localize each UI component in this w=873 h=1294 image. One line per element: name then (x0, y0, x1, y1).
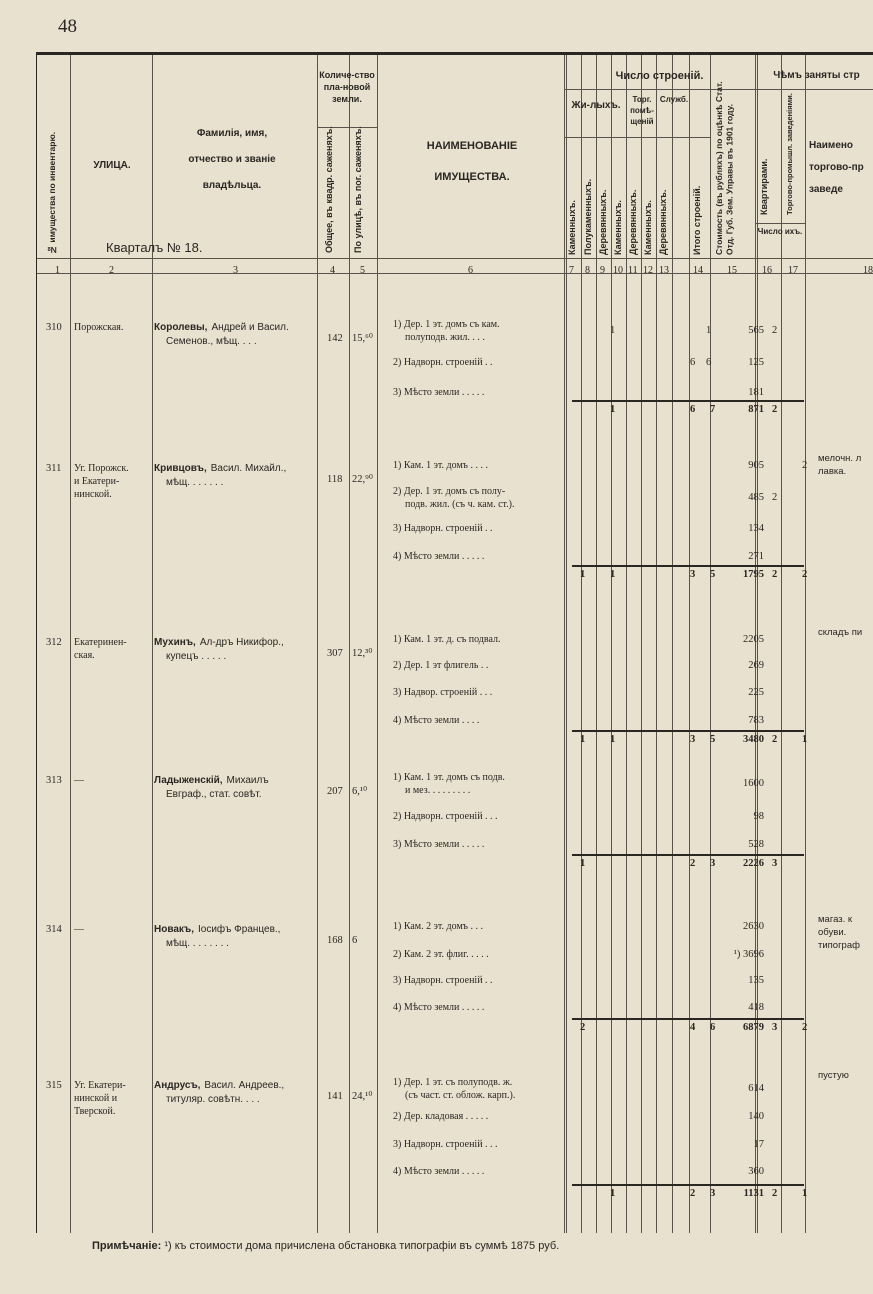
property-value: 134 (748, 523, 764, 534)
colno: 8 (585, 265, 590, 276)
land-front: 22,⁹⁰ (352, 474, 373, 485)
header-property: НАИМЕНОВАНІЕ ИМУЩЕСТВА. (426, 140, 518, 183)
property-item: 1) Кам. 2 эт. домъ . . . (393, 921, 483, 932)
owner-surname: Новакъ, (154, 924, 194, 935)
subtotal-count: 3 (690, 569, 696, 580)
street-name: Тверской. (74, 1106, 116, 1117)
owner-name (154, 636, 284, 649)
subtotal-count: 2 (580, 1022, 586, 1033)
header-front: По улицѣ, въ пог. саженяхъ. (353, 126, 363, 253)
header-c10: Каменныхъ. (613, 200, 623, 255)
subtotal-rule (572, 854, 804, 856)
subtotal-value: 3480 (743, 734, 764, 745)
property-value: 225 (748, 687, 764, 698)
colno: 10 (613, 265, 623, 276)
footnote-label: Примѣчаніе: (92, 1240, 162, 1252)
owner-name (154, 923, 280, 936)
subtotal-count: 3 (710, 858, 716, 869)
property-value: 905 (748, 460, 764, 471)
property-value: 2630 (743, 921, 764, 932)
subtotal-count: 1 (802, 1188, 808, 1199)
property-item-cont: и мез. . . . . . . . . (405, 785, 471, 796)
property-value: 485 (748, 492, 764, 503)
subtotal-count: 1 (580, 858, 586, 869)
property-item: 4) Мѣсто земли . . . . (393, 715, 480, 726)
subtotal-count: 2 (772, 404, 778, 415)
land-area: 141 (327, 1091, 343, 1102)
property-number: 314 (46, 924, 62, 935)
owner-title: Евграф., стат. совѣт. (166, 789, 262, 800)
street-name: нинской и (74, 1093, 118, 1104)
property-item: 1) Дер. 1 эт. съ полуподв. ж. (393, 1077, 513, 1088)
subtotal-count: 2 (802, 1022, 808, 1033)
property-item: 3) Мѣсто земли . . . . . (393, 839, 485, 850)
subtotal-rule (572, 730, 804, 732)
header-inventory-no: № имущества по инвентарю. (47, 131, 57, 255)
owner-given: Іосифъ Францев., (197, 924, 281, 935)
subtotal-count: 3 (772, 1022, 778, 1033)
colno: 13 (659, 265, 669, 276)
header-c8: Полукаменныхъ. (583, 178, 593, 255)
owner-surname: Кривцовъ, (154, 463, 207, 474)
property-number: 313 (46, 775, 62, 786)
owner-name (154, 1079, 284, 1092)
colno: 1 (55, 265, 60, 276)
subtotal-count: 3 (690, 734, 696, 745)
subtotal-count: 2 (802, 569, 808, 580)
owner-title: мѣщ. . . . . . . (166, 477, 224, 488)
property-item: 2) Дер. 1 эт. домъ съ полу- (393, 486, 506, 497)
property-value: ¹) 3696 (733, 949, 764, 960)
owner-given: Васил. Андреев., (204, 1080, 285, 1091)
establishment-name: типограф (818, 940, 860, 951)
establishment-name: пустую (818, 1070, 849, 1081)
colno: 3 (233, 265, 238, 276)
land-front: 15,⁶⁰ (352, 333, 373, 344)
page-number: 48 (58, 16, 77, 37)
header-land: Количе-ство пла-новой земли. (319, 70, 375, 105)
header-c9: Деревянныхъ. (598, 189, 608, 255)
subtotal-count: 3 (710, 1188, 716, 1199)
property-item: 4) Мѣсто земли . . . . . (393, 1002, 485, 1013)
subtotal-value: 2226 (743, 858, 764, 869)
property-value: 98 (753, 811, 764, 822)
land-area: 142 (327, 333, 343, 344)
property-value: 140 (748, 1111, 764, 1122)
street-name: — (74, 924, 84, 935)
subtotal-count: 1 (610, 1188, 616, 1199)
quarter-title: Кварталъ № 18. (106, 240, 203, 255)
property-item: 2) Кам. 2 эт. флиг. . . . . (393, 949, 489, 960)
property-value: 2205 (743, 634, 764, 645)
property-number: 315 (46, 1080, 62, 1091)
establishment-name: складъ пи (818, 627, 863, 638)
colno: 14 (693, 265, 703, 276)
subtotal-rule (572, 1184, 804, 1186)
property-value: 614 (748, 1083, 764, 1094)
owner-title: титуляр. совѣтн. . . . (166, 1094, 260, 1105)
owner-given: Ал-дръ Никифор., (199, 637, 284, 648)
property-value: 125 (748, 357, 764, 368)
subtotal-count: 7 (710, 404, 716, 415)
apartments-count: 2 (772, 492, 778, 503)
owner-surname: Мухинъ, (154, 637, 196, 648)
land-area: 118 (327, 474, 343, 485)
colno: 9 (600, 265, 605, 276)
header-service: Служб. (659, 95, 689, 104)
owner-given: Васил. Михайл., (210, 463, 287, 474)
property-item: 3) Надворн. строеній . . . (393, 1139, 498, 1150)
street-name: Порожская. (74, 322, 124, 333)
subtotal-value: 1795 (743, 569, 764, 580)
header-apartments: Квартирами. (759, 158, 769, 215)
owner-surname: Королевы, (154, 322, 208, 333)
property-item: 3) Надвор. строеній . . . (393, 687, 493, 698)
property-item: 1) Кам. 1 эт. домъ съ подв. (393, 772, 505, 783)
colno: 16 (762, 265, 772, 276)
header-c11: Деревянныхъ. (628, 189, 638, 255)
subtotal-count: 2 (690, 1188, 696, 1199)
property-item: 2) Надворн. строеній . . . (393, 811, 498, 822)
owner-name (154, 321, 289, 334)
owner-name (154, 462, 286, 475)
owner-title: Семенов., мѣщ. . . . (166, 336, 257, 347)
wood-residential: 1 (610, 325, 616, 336)
street-name: и Екатери- (74, 476, 120, 487)
land-front: 24,¹⁰ (352, 1091, 373, 1102)
owner-title: купецъ . . . . . (166, 651, 227, 662)
subtotal-count: 1 (610, 404, 616, 415)
subtotal-count: 2 (772, 734, 778, 745)
street-name: Екатеринен- (74, 637, 127, 648)
header-c14: Итого строеній. (692, 185, 702, 255)
service-wood: 6 (690, 357, 696, 368)
land-area: 168 (327, 935, 343, 946)
subtotal-count: 2 (772, 1188, 778, 1199)
subtotal-count: 5 (710, 734, 716, 745)
land-front: 6,¹⁰ (352, 786, 368, 797)
property-number: 311 (46, 463, 62, 474)
owner-title: мѣщ. . . . . . . . (166, 938, 229, 949)
item-total: 6 (706, 357, 712, 368)
subtotal-count: 4 (690, 1022, 696, 1033)
apartments-count: 2 (772, 325, 778, 336)
property-value: 565 (748, 325, 764, 336)
owner-surname: Ладыженскій, (154, 775, 223, 786)
subtotal-rule (572, 400, 804, 402)
header-street: УЛИЦА. (93, 160, 131, 171)
header-residential: Жи-лыхъ. (571, 100, 621, 111)
property-value: 17 (753, 1139, 764, 1150)
property-number: 310 (46, 322, 62, 333)
property-item: 2) Дер. кладовая . . . . . (393, 1111, 489, 1122)
header-count: Число ихъ. (757, 227, 803, 236)
subtotal-count: 1 (580, 569, 586, 580)
property-item: 2) Дер. 1 эт флигель . . (393, 660, 489, 671)
property-value: 135 (748, 975, 764, 986)
establishment-name: мелочн. л (818, 453, 862, 464)
colno: 17 (788, 265, 798, 276)
header-occupied: Чѣмъ заняты стр (773, 70, 860, 81)
establishment-name: магаз. к (818, 914, 853, 925)
subtotal-count: 6 (690, 404, 696, 415)
establishment-name: лавка. (818, 466, 847, 477)
street-name: нинской. (74, 489, 112, 500)
subtotal-rule (572, 565, 804, 567)
subtotal-count: 6 (710, 1022, 716, 1033)
property-item: 1) Кам. 1 эт. д. съ подвал. (393, 634, 501, 645)
item-total: 1 (706, 325, 712, 336)
property-item: 3) Надворн. строеній . . (393, 975, 493, 986)
property-number: 312 (46, 637, 62, 648)
owner-given: Михаилъ (226, 775, 269, 786)
header-value: Стоимость (въ рубляхъ) по оцѣнкѣ Стат. Отд. Губ. Зем. Управы въ 1901 году. (714, 81, 735, 255)
street-name: Уг. Екатери- (74, 1080, 126, 1091)
subtotal-count: 2 (772, 569, 778, 580)
header-establishment: Наимено торгово-пр заведе (809, 140, 864, 195)
property-item: 4) Мѣсто земли . . . . . (393, 551, 485, 562)
colno: 11 (628, 265, 638, 276)
subtotal-value: 6879 (743, 1022, 764, 1033)
owner-surname: Андрусъ, (154, 1080, 201, 1091)
property-value: 181 (748, 387, 764, 398)
header-c7: Каменныхъ. (567, 200, 577, 255)
property-item-cont: полуподв. жил. . . . (405, 332, 485, 343)
land-front: 12,³⁰ (352, 648, 373, 659)
land-front: 6 (352, 935, 358, 946)
property-item: 1) Дер. 1 эт. домъ съ кам. (393, 319, 500, 330)
subtotal-value: 871 (748, 404, 764, 415)
subtotal-count: 1 (802, 734, 808, 745)
subtotal-count: 3 (772, 858, 778, 869)
property-item: 3) Надворн. строеній . . (393, 523, 493, 534)
header-buildings: Число строеній. (615, 70, 704, 82)
property-item: 3) Мѣсто земли . . . . . (393, 387, 485, 398)
owner-name (154, 774, 269, 787)
subtotal-count: 1 (610, 734, 616, 745)
footnote-text: ¹) къ стоимости дома причислена обстановка типографіи въ суммѣ 1875 руб. (164, 1240, 560, 1252)
header-trade-est: Торгово-промышл. заведеніями. (785, 93, 794, 215)
property-item-cont: (съ част. ст. облож. карп.). (405, 1090, 516, 1101)
header-area: Общее, въ квадр. саженяхъ. (324, 126, 334, 253)
header-c13: Деревянныхъ. (658, 189, 668, 255)
property-item-cont: подв. жил. (съ ч. кам. ст.). (405, 499, 515, 510)
property-value: 1600 (743, 778, 764, 789)
footnote (92, 1240, 559, 1252)
trade-count: 2 (802, 460, 808, 471)
header-c12: Каменныхъ. (643, 200, 653, 255)
subtotal-count: 5 (710, 569, 716, 580)
street-name: Уг. Порожск. (74, 463, 129, 474)
colno: 5 (360, 265, 365, 276)
property-value: 360 (748, 1166, 764, 1177)
subtotal-count: 1 (580, 734, 586, 745)
colno: 4 (330, 265, 335, 276)
header-owner: Фамилія, имя, отчество и званіе владѣльца. (188, 128, 276, 191)
land-area: 307 (327, 648, 343, 659)
property-item: 2) Надворн. строеній . . (393, 357, 493, 368)
subtotal-rule (572, 1018, 804, 1020)
street-name: — (74, 775, 84, 786)
property-value: 271 (748, 551, 764, 562)
street-name: ская. (74, 650, 95, 661)
property-value: 269 (748, 660, 764, 671)
colno: 2 (109, 265, 114, 276)
owner-given: Андрей и Васил. (211, 322, 289, 333)
property-item: 4) Мѣсто земли . . . . . (393, 1166, 485, 1177)
colno: 15 (727, 265, 737, 276)
subtotal-count: 1 (610, 569, 616, 580)
subtotal-value: 1131 (743, 1188, 764, 1199)
colno: 7 (569, 265, 574, 276)
colno: 18 (863, 265, 873, 276)
colno: 12 (643, 265, 653, 276)
land-area: 207 (327, 786, 343, 797)
colno: 6 (468, 265, 473, 276)
establishment-name: обуви. (818, 927, 847, 938)
header-trade: Торг. помѣ-щеній (630, 95, 654, 126)
property-item: 1) Кам. 1 эт. домъ . . . . (393, 460, 488, 471)
property-value: 528 (748, 839, 764, 850)
property-value: 418 (748, 1002, 764, 1013)
property-value: 783 (748, 715, 764, 726)
subtotal-count: 2 (690, 858, 696, 869)
